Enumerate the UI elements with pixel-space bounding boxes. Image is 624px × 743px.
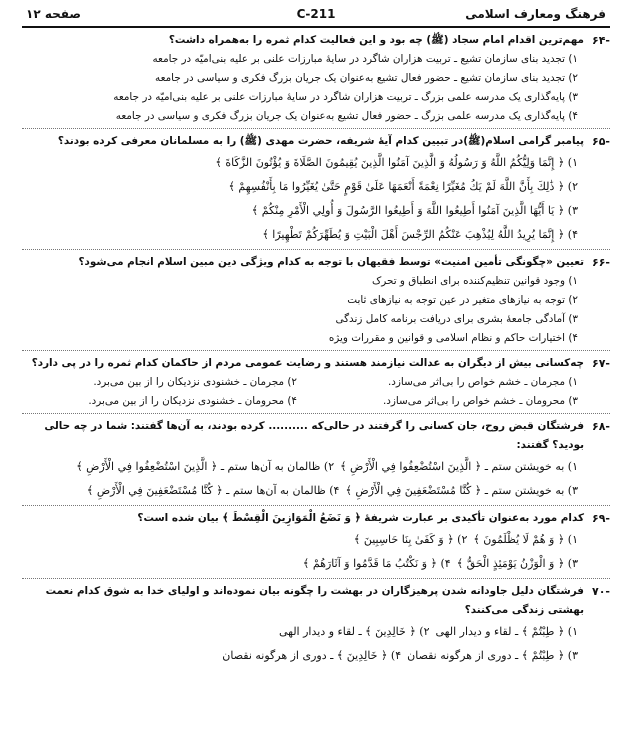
question-number: -۶۸ [591, 420, 610, 433]
question-64 [22, 31, 610, 126]
question-stem: پیامبر گرامی اسلام(ﷺ)در تبیین کدام آیهٔ شریفه، حضرت مهدی (ﷺ) را به مسلمانان معرفی کرده بودند؟ [57, 135, 584, 147]
option-4[interactable]: ۴) ﴿ خَالِدِينَ ﴾ ـ دوری از هرگونه نقصان [222, 649, 402, 662]
question-stem: تعیین «چگونگی تأمین امنیت» توسط فقیهان با توجه به کدام ویژگی دین مبین اسلام انجام می‌شود؟ [78, 256, 584, 268]
question-69 [22, 509, 610, 576]
option-2[interactable]: ۲) مجرمان ـ خشنودی نزدیکان را از بین می‌برد. [93, 376, 297, 388]
option-1[interactable]: ۱) تجدید بنای سازمان تشیع ـ تربیت هزاران شاگرد در سایهٔ مبارزات علنی بر علیه بنی‌امیّه در جامعه [152, 53, 578, 65]
option-3[interactable]: ۳) ﴿ يَا أَيُّهَا الَّذِينَ آمَنُوا أَطِيعُوا اللَّهَ وَ أَطِيعُوا الرَّسُولَ وَ أُولِي الْأَمْرِ مِنْكُمْ ﴾ [251, 204, 578, 217]
options-row [22, 620, 584, 644]
option-4[interactable]: ۴) ظالمان به آن‌ها ستم ـ ﴿ كُنَّا مُسْتَضْعَفِينَ فِي الْأَرْضِ ﴾ [86, 484, 340, 497]
option-2[interactable]: ۲) ظالمان به آن‌ها ستم ـ ﴿ الَّذِينَ اسْتُضْعِفُوا فِي الْأَرْضِ ﴾ [76, 460, 335, 473]
option-4[interactable]: ۴) محرومان ـ خشنودی نزدیکان را از بین می‌برد. [88, 395, 297, 407]
question-66 [22, 253, 610, 348]
option-2[interactable]: ۲) تجدید بنای سازمان تشیع ـ حضور فعال تشیع به‌عنوان یک جریان بزرگ فکری و سیاسی در جامعه [155, 72, 578, 84]
question-number: -۷۰ [591, 585, 610, 598]
divider [22, 578, 610, 579]
option-3[interactable]: ۳) محرومان ـ خشم خواص را بی‌اثر می‌سازد. [382, 395, 578, 407]
option-3[interactable]: ۳) ﴿ وَ الْوَزْنُ يَوْمَئِذٍ الْحَقُّ ﴾ [456, 557, 578, 570]
options-row [22, 479, 584, 503]
divider [22, 350, 610, 351]
booklet-code: 211-C [296, 7, 336, 21]
option-4[interactable]: ۴) ﴿ وَ نَكْتُبُ مَا قَدَّمُوا وَ آثَارَهُمْ ﴾ [302, 557, 451, 570]
question-number: -۶۴ [591, 34, 610, 47]
question-65 [22, 132, 610, 247]
option-1[interactable]: ۱) ﴿ إِنَّمَا وَلِيُّكُمُ اللَّهُ وَ رَسُولُهُ وَ الَّذِينَ آمَنُوا الَّذِينَ يُقِيمُونَ الصَّلَاةَ وَ يُؤْتُونَ الزَّكَاةَ ﴾ [215, 156, 578, 169]
options-row [22, 455, 584, 479]
option-2[interactable]: ۲) ﴿ خَالِدِينَ ﴾ ـ لقاء و دیدار الهی [278, 625, 430, 638]
option-3[interactable]: ۳) آمادگی جامعهٔ بشری برای دریافت برنامه کامل زندگی [335, 313, 578, 325]
options-row [22, 552, 584, 576]
options-row [22, 644, 584, 668]
page-header [22, 0, 610, 28]
option-1[interactable]: ۱) ﴿ وَ هُمْ لَا يُظْلَمُونَ ﴾ [473, 533, 578, 546]
option-4[interactable]: ۴) ﴿ إِنَّمَا يُرِيدُ اللَّهُ لِيُذْهِبَ عَنْكُمُ الرِّجْسَ أَهْلَ الْبَيْتِ وَ يُطَهِّرَكُمْ تَطْهِيرًا ﴾ [262, 228, 578, 241]
question-68 [22, 417, 610, 503]
option-2[interactable]: ۲) ﴿ وَ كَفَىٰ بِنَا حَاسِبِينَ ﴾ [353, 533, 468, 546]
question-number: -۶۹ [591, 512, 610, 525]
option-4[interactable]: ۴) پایه‌گذاری یک مدرسه علمی بزرگ ـ حضور فعال تشیع به‌عنوان یک جریان بزرگ فکری و سیاسی در جامعه [115, 110, 578, 122]
option-2[interactable]: ۲) ﴿ ذَٰلِكَ بِأَنَّ اللَّهَ لَمْ يَكُ مُغَيِّرًا نِعْمَةً أَنْعَمَهَا عَلَىٰ قَوْمٍ حَتَّىٰ يُغَيِّرُوا مَا بِأَنْفُسِهِمْ ﴾ [228, 180, 578, 193]
question-stem: فرشتگان قبض روح، جان کسانی را گرفتند در حالی‌که .......... کرده بودند، به آن‌ها گفتند: شما در چه حالی بودید؟ گفتند: [44, 420, 584, 451]
question-number: -۶۷ [591, 357, 610, 370]
question-stem: فرشتگان دلیل جاودانه شدن پرهیزگاران در بهشت را چگونه بیان نموده‌اند و اولیای خدا به شوق کدام نعمت بهشتی زندگی می‌کنند؟ [45, 585, 584, 616]
question-67 [22, 354, 610, 411]
option-3[interactable]: ۳) پایه‌گذاری یک مدرسه علمی بزرگ ـ تربیت هزاران شاگرد در سایهٔ مبارزات علنی بر علیه بنی‌امیّه در جامعه [113, 91, 578, 103]
question-70 [22, 582, 610, 668]
option-3[interactable]: ۳) ﴿ طِبْتُمْ ﴾ ـ دوری از هرگونه نقصان [407, 649, 578, 662]
options-row [22, 373, 584, 392]
option-4[interactable]: ۴) اختیارات حاکم و نظام اسلامی و قوانین و مقررات ویژه [328, 332, 578, 344]
option-1[interactable]: ۱) ﴿ طِبْتُمْ ﴾ ـ لقاء و دیدار الهی [435, 625, 578, 638]
options-row [22, 392, 584, 411]
option-1[interactable]: ۱) مجرمان ـ خشم خواص را بی‌اثر می‌سازد. [387, 376, 578, 388]
options-row [22, 528, 584, 552]
divider [22, 505, 610, 506]
question-number: -۶۶ [591, 256, 610, 269]
question-number: -۶۵ [591, 135, 610, 148]
divider [22, 128, 610, 129]
option-2[interactable]: ۲) توجه به نیازهای متغیر در عین توجه به نیازهای ثابت [347, 294, 578, 306]
subject-title: فرهنگ ومعارف اسلامی [465, 7, 606, 21]
option-1[interactable]: ۱) به خویشتن ستم ـ ﴿ الَّذِينَ اسْتُضْعِفُوا فِي الْأَرْضِ ﴾ [340, 460, 578, 473]
page-number: صفحه ۱۲ [26, 7, 81, 21]
question-stem: کدام مورد به‌عنوان تأکیدی بر عبارت شریفهٔ ﴿ وَ نَضَعُ الْمَوَازِينَ الْقِسْطَ ﴾ بیان شده است؟ [137, 512, 584, 524]
option-1[interactable]: ۱) وجود قوانین تنظیم‌کننده برای انطباق و تحرک [371, 275, 578, 287]
divider [22, 249, 610, 250]
option-3[interactable]: ۳) به خویشتن ستم ـ ﴿ كُنَّا مُسْتَضْعَفِينَ فِي الْأَرْضِ ﴾ [345, 484, 578, 497]
question-stem: چه‌کسانی بیش از دیگران به عدالت نیازمند هستند و رضایت عمومی مردم از حاکمان کدام ثمره را در پی دارد؟ [31, 357, 584, 369]
question-stem: مهم‌ترین اقدام امام سجاد (ﷺ) چه بود و این فعالیت کدام ثمره را به‌همراه داشت؟ [168, 34, 584, 46]
divider [22, 413, 610, 414]
